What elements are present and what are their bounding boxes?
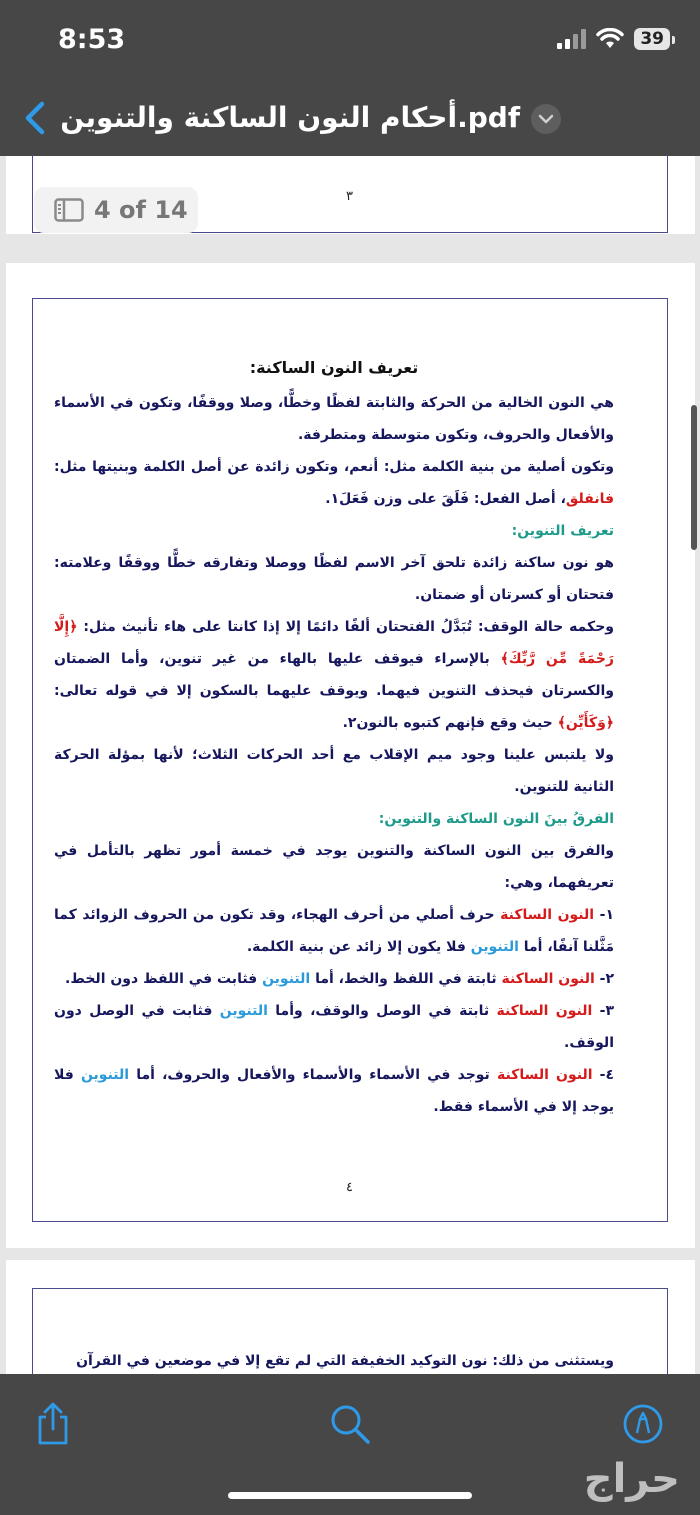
text-segment: ٤- — [592, 1067, 615, 1083]
text-segment: فلا يوجد إلا في الأسماء فقط. — [54, 1067, 614, 1115]
wifi-icon — [596, 28, 624, 50]
page-4-content — [54, 358, 614, 1123]
text-segment: ٢- — [594, 971, 614, 987]
highlight-blue: التنوين — [262, 971, 311, 987]
status-icons — [557, 28, 670, 50]
markup-pen-icon[interactable] — [618, 1399, 668, 1449]
text-segment: فلا يكون إلا زائد عن بنية الكلمة. — [246, 939, 471, 955]
subheading-tanween: تعريف التنوين: — [511, 523, 614, 539]
list-item-2 — [54, 963, 614, 995]
scrollbar-thumb[interactable] — [691, 405, 697, 550]
share-icon[interactable] — [28, 1399, 78, 1449]
highlight-red: النون الساكنة — [496, 1067, 593, 1083]
paragraph-waqf-ruling — [54, 611, 614, 739]
pdf-page-5 — [6, 1260, 695, 1374]
text-segment: ، أصل الفعل: فَلَقَ على وزن فَعَلَ١. — [325, 491, 566, 507]
status-bar — [0, 0, 700, 82]
list-item-4 — [54, 1059, 614, 1123]
text-segment: ١- — [594, 907, 614, 923]
search-icon[interactable] — [325, 1399, 375, 1449]
text-segment: فثابت في اللفظ دون الخط. — [65, 971, 263, 987]
paragraph-definition-noon: هي النون الخالية من الحركة والثابتة لفظًا وخطًّا، وصلا ووقفًا، وتكون في الأسماء والأفعال والحروف، وتكون متوسطة ومتطرفة. — [54, 395, 614, 443]
paragraph-difference-intro: والفرق بين النون الساكنة والتنوين يوجد في خمسة أمور تظهر بالتأمل في تعريفهما، وهي: — [54, 843, 614, 891]
paragraph-exception: ويستثنى من ذلك: نون التوكيد الخفيفة التي لم تقع إلا في موضعين في القرآن — [76, 1353, 614, 1369]
text-segment: حيث وقع فإنهم كتبوه بالنون٢. — [342, 715, 558, 731]
quran-verse-red: ﴿وَكَأَيِّن﴾ — [557, 715, 614, 731]
highlight-red: النون الساكنة — [501, 971, 595, 987]
paragraph-iqlab: ولا يلتبس علينا وجود ميم الإقلاب مع أحد الحركات الثلاث؛ لأنها بمؤلة الحركة الثانية للتنوين. — [54, 747, 614, 795]
highlight-blue: التنوين — [470, 939, 519, 955]
text-segment: ثابتة في الوصل والوقف، وأما — [267, 1003, 497, 1019]
navigation-bar — [0, 82, 700, 156]
quran-verse-red: ﴿إِلَّا رَحْمَةً مِّن رَّبِّكَ﴾ — [54, 619, 614, 667]
watermark-logo: حراج — [583, 1456, 680, 1502]
text-segment: فثابت في الوصل دون الوقف. — [54, 1003, 614, 1051]
highlight-blue: التنوين — [80, 1067, 130, 1083]
document-title[interactable]: أحكام النون الساكنة والتنوين.pdf — [60, 101, 520, 134]
text-segment: ٣- — [592, 1003, 615, 1019]
text-segment: وتكون أصلية من بنية الكلمة مثل: أنعم، وتكون زائدة عن أصل الكلمة وبنيتها مثل: — [54, 459, 614, 475]
list-item-3 — [54, 995, 614, 1059]
text-segment: حرف أصلي من أحرف الهجاء، وقد تكون من الحروف الزوائد كما مَثَّلنا آنفًا، أما — [54, 907, 614, 955]
status-time: 8:53 — [58, 24, 126, 55]
highlight-blue: التنوين — [219, 1003, 268, 1019]
battery-indicator: 39 — [634, 28, 670, 50]
page-indicator[interactable] — [34, 187, 198, 233]
pdf-page-4 — [6, 263, 695, 1248]
text-segment: وحكمه حالة الوقف: تُبَدَّلُ الفتحتان ألفًا دائمًا إلا إذا كانتا على هاء تأنيث مثل: — [77, 619, 614, 635]
page-4-heading: تعريف النون الساكنة: — [249, 358, 419, 377]
sidebar-icon — [54, 198, 84, 222]
paragraph-definition-tanween: هو نون ساكنة زائدة تلحق آخر الاسم لفظًا ووصلا وتفارقه خطًّا ووقفًا وعلامته: فتحتان أو كسرتان أو ضمتان. — [54, 555, 614, 603]
page-5-content — [54, 1345, 614, 1377]
text-segment: ثابتة في اللفظ والخط، أما — [310, 971, 502, 987]
chevron-down-icon[interactable] — [531, 104, 561, 134]
page-3-number: ٣ — [346, 189, 353, 204]
highlight-red: النون الساكنة — [500, 907, 595, 923]
cellular-signal-icon — [557, 29, 586, 49]
text-segment: توجد في الأسماء والأسماء والأفعال والحروف، أما — [129, 1067, 497, 1083]
paragraph-original-added — [54, 451, 614, 515]
page-4-number: ٤ — [346, 1180, 353, 1195]
list-item-1 — [54, 899, 614, 963]
subheading-difference: الفرقُ بينَ النون الساكنة والتنوين: — [378, 811, 614, 827]
home-indicator[interactable] — [228, 1492, 472, 1499]
text-segment: بالإسراء فيوقف عليها بالهاء من غير تنوين، وأما الضمتان والكسرتان فيحذف التنوين فيهما. ويوقف عليهما بالسكون إلا في قوله تعالى: — [54, 651, 614, 699]
highlight-red: فانفلق — [565, 491, 614, 507]
highlight-red: النون الساكنة — [496, 1003, 593, 1019]
page-indicator-label: 4 of 14 — [94, 196, 188, 224]
back-chevron-icon[interactable] — [18, 98, 58, 138]
